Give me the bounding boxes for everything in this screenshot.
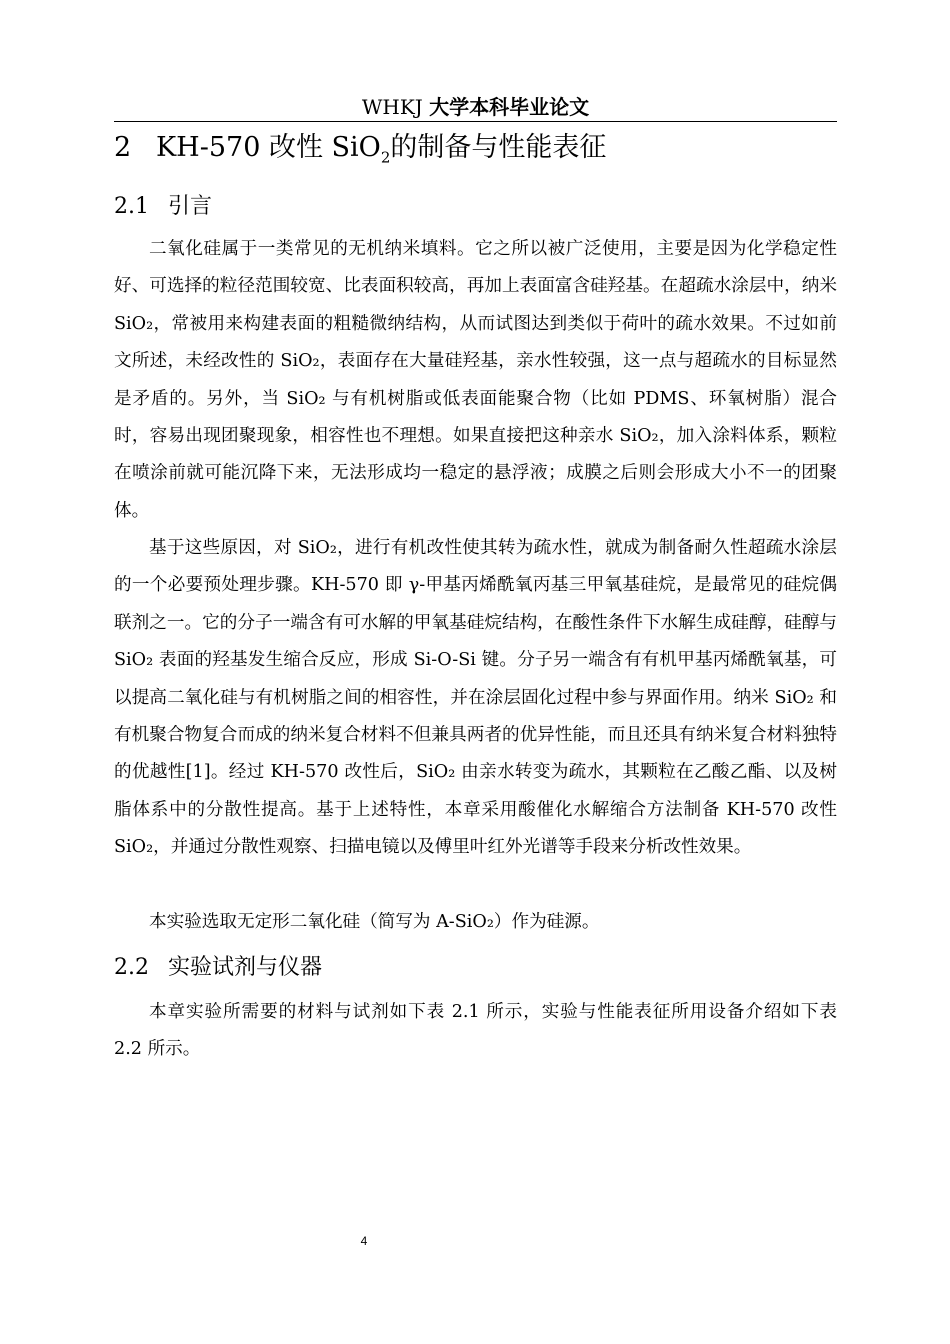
header-title: 大学本科毕业论文 bbox=[429, 95, 590, 119]
body-paragraph-4: 本章实验所需要的材料与试剂如下表 2.1 所示，实验与性能表征所用设备介绍如下表 2.2 所示。 bbox=[114, 1002, 837, 1060]
chapter-title-after: 的制备与性能表征 bbox=[390, 132, 607, 163]
section-heading-2-1 bbox=[114, 192, 212, 222]
section-title: 引言 bbox=[168, 194, 213, 219]
body-paragraph-3: 本实验选取无定形二氧化硅（简写为 A-SiO₂）作为硅源。 bbox=[149, 912, 600, 932]
page-header bbox=[114, 94, 837, 122]
page-number: 4 bbox=[360, 1234, 368, 1248]
chapter-heading bbox=[114, 130, 606, 175]
chapter-number: 2 bbox=[114, 132, 132, 163]
header-school-abbr: WHKJ bbox=[361, 95, 423, 119]
body-paragraph-2: 基于这些原因，对 SiO₂，进行有机改性使其转为疏水性，就成为制备耐久性超疏水涂层的一个必要预处理步骤。KH-570 即 γ-甲基丙烯酰氧丙基三甲氧基硅烷，是最常见的硅烷偶联剂之一。它的分子一端含有可水解的甲氧基硅烷结构，在酸性条件下水解生成硅醇，硅醇与 SiO₂ 表面的羟基发生缩合反应，形成 Si-O-Si 键。分子另一端含有有机甲基丙烯酰氧基，可以提高二氧化硅与有机树脂之间的相容性，并在涂层固化过程中参与界面作用。纳米 SiO₂ 和有机聚合物复合而成的纳米复合材料不但兼具两者的优异性能，而且还具有纳米复合材料独特的优越性[1]。经过 KH-570 改性后，SiO₂ 由亲水转变为疏水，其颗粒在乙酸乙酯、以及树脂体系中的分散性提高。基于上述特性，本章采用酸催化水解缩合方法制备 KH-570 改性 SiO₂，并通过分散性观察、扫描电镜以及傅里叶红外光谱等手段来分析改性效果。 bbox=[114, 538, 837, 858]
chapter-title-subscript: 2 bbox=[380, 148, 391, 167]
chapter-title-before: KH-570 改性 SiO bbox=[156, 132, 381, 163]
section-number: 2.1 bbox=[114, 194, 149, 219]
section-title: 实验试剂与仪器 bbox=[168, 955, 323, 980]
body-paragraph-1: 二氧化硅属于一类常见的无机纳米填料。它之所以被广泛使用，主要是因为化学稳定性好、可选择的粒径范围较宽、比表面积较高，再加上表面富含硅羟基。在超疏水涂层中，纳米 SiO₂，常被用来构建表面的粗糙微纳结构，从而试图达到类似于荷叶的疏水效果。不过如前文所述，未经改性的 SiO₂，表面存在大量硅羟基，亲水性较强，这一点与超疏水的目标显然是矛盾的。另外，当 SiO₂ 与有机树脂或低表面能聚合物（比如 PDMS、环氧树脂）混合时，容易出现团聚现象，相容性也不理想。如果直接把这种亲水 SiO₂，加入涂料体系，颗粒在喷涂前就可能沉降下来，无法形成均一稳定的悬浮液；成膜之后则会形成大小不一的团聚体。 bbox=[114, 239, 837, 521]
section-heading-2-2 bbox=[114, 953, 322, 983]
section-number: 2.2 bbox=[114, 955, 149, 980]
